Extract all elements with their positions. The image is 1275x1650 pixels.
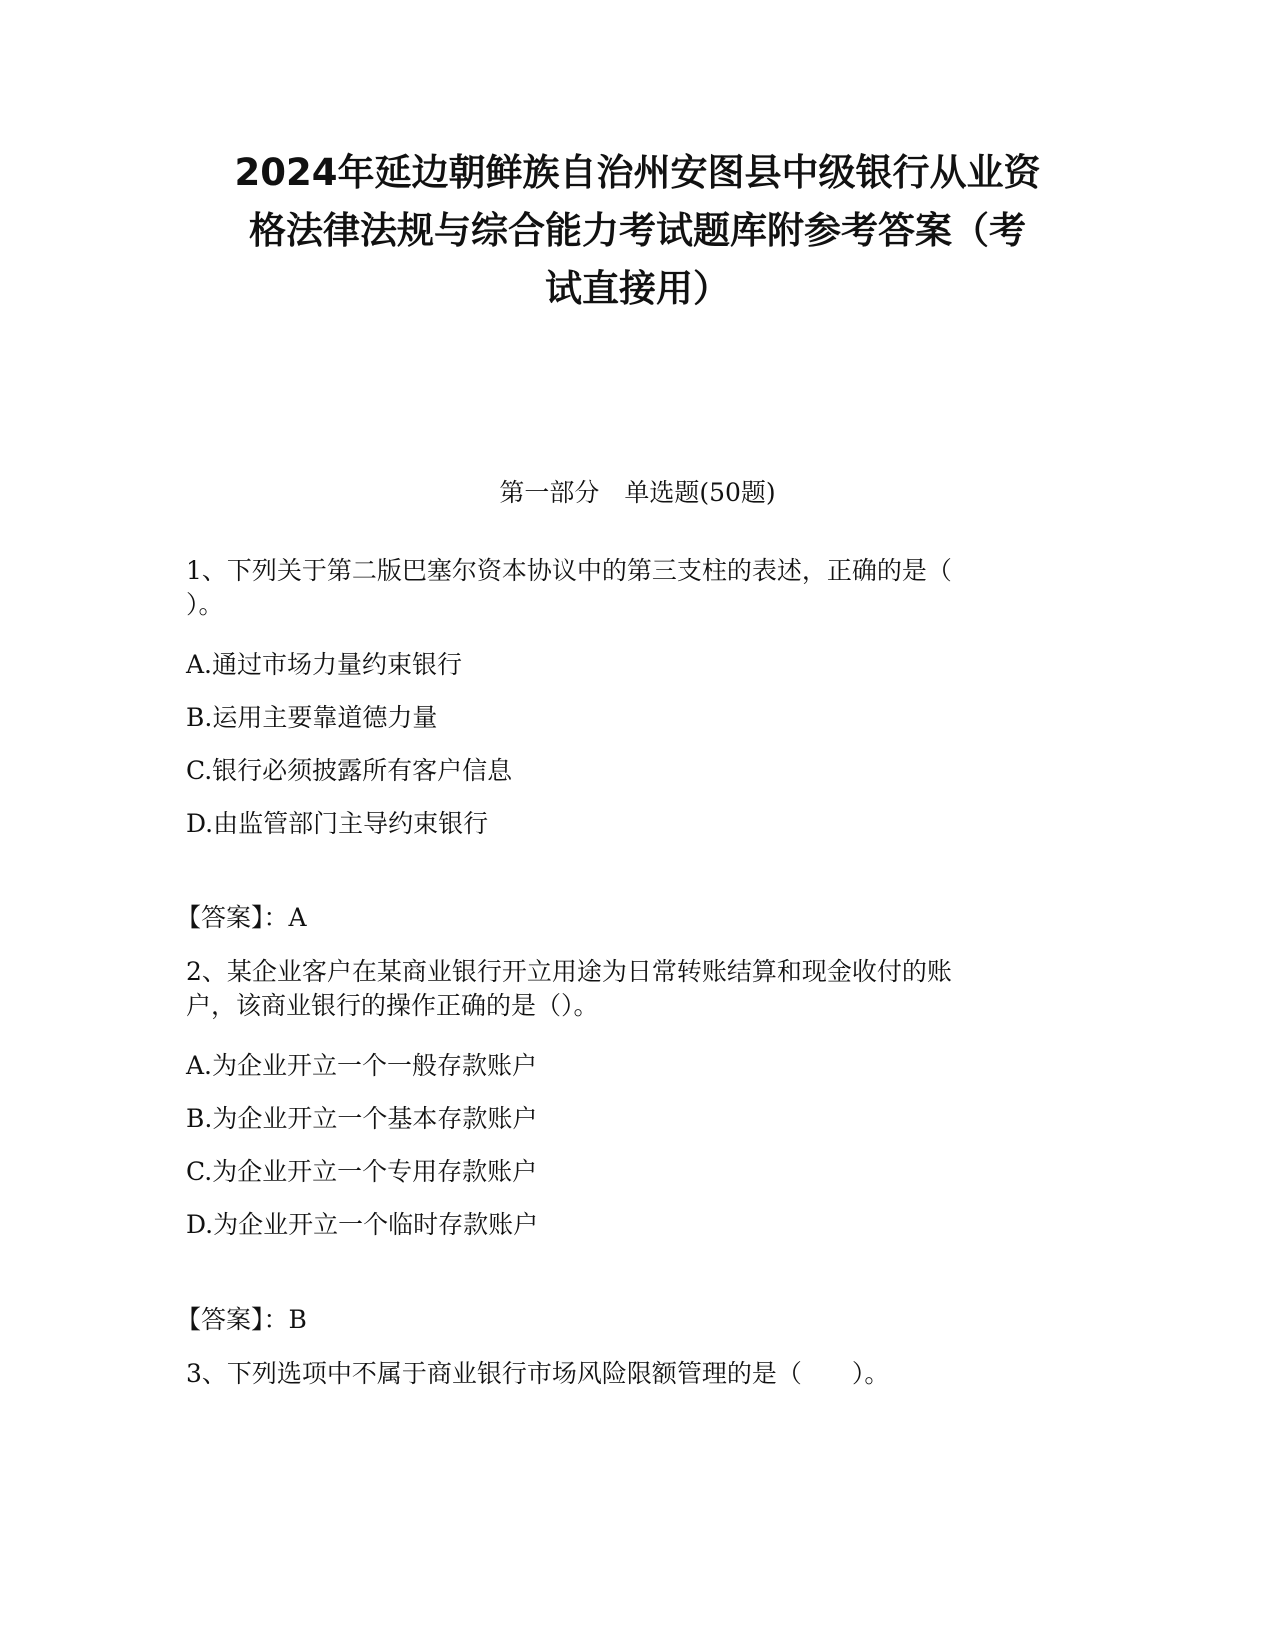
question-2-option-c: C.为企业开立一个专用存款账户 [186,1157,538,1186]
document-title [170,144,1105,318]
question-1-answer: 【答案】：A [176,903,307,932]
question-1-stem-line-2: ）。 [186,590,224,619]
question-1-option-c: C.银行必须披露所有客户信息 [186,756,513,785]
title-line-2: 格法律法规与综合能力考试题库附参考答案（考 [249,209,1026,252]
question-1-stem-line-1: 1、下列关于第二版巴塞尔资本协议中的第三支柱的表述，正确的是（ [186,556,952,585]
question-1-option-d: D.由监管部门主导约束银行 [186,809,489,838]
title-line-3: 试直接用） [545,267,730,310]
question-2-option-d: D.为企业开立一个临时存款账户 [186,1210,539,1239]
question-1-stem [186,554,1086,622]
section-heading: 第一部分 单选题(50题) [499,478,776,507]
question-2-stem-line-1: 2、某企业客户在某商业银行开立用途为日常转账结算和现金收付的账 [186,957,952,986]
question-3-stem [186,1357,1086,1391]
title-line-1: 2024年延边朝鲜族自治州安图县中级银行从业资 [234,151,1041,194]
question-1-option-a: A.通过市场力量约束银行 [186,650,463,679]
question-2-stem-line-2: 户，该商业银行的操作正确的是（）。 [186,991,599,1020]
question-2-option-a: A.为企业开立一个一般存款账户 [186,1051,538,1080]
question-1-option-b: B.运用主要靠道德力量 [186,703,438,732]
question-3-stem-line-1: 3、下列选项中不属于商业银行市场风险限额管理的是（ ）。 [186,1359,890,1388]
question-2-stem [186,955,1086,1023]
question-2-answer: 【答案】：B [176,1305,307,1334]
question-2-option-b: B.为企业开立一个基本存款账户 [186,1104,538,1133]
